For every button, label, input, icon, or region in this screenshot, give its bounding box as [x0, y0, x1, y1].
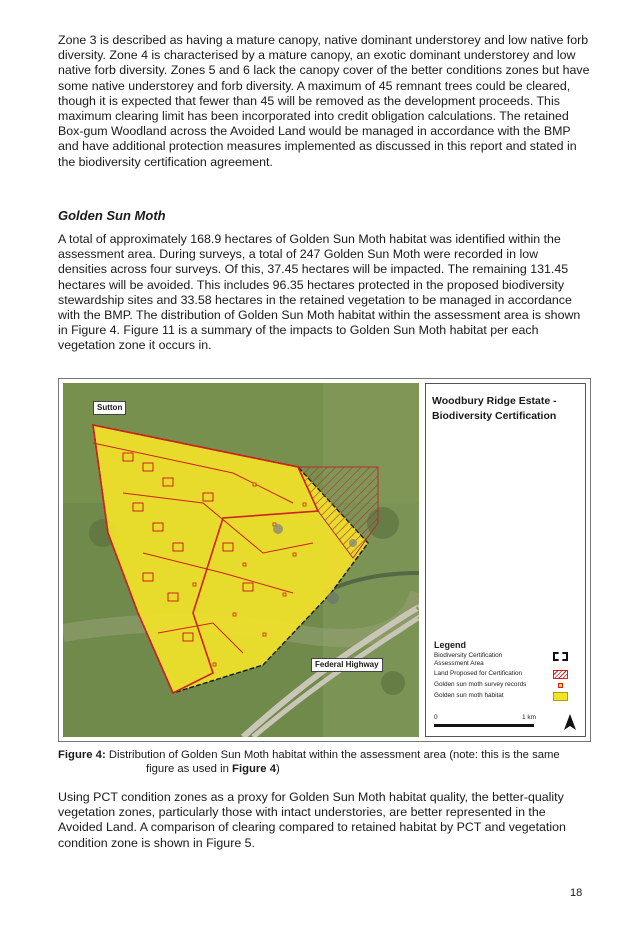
map-title: Woodbury Ridge Estate - Biodiversity Certification: [432, 395, 557, 422]
hatch-symbol-icon: [553, 670, 568, 679]
section-heading: Golden Sun Moth: [58, 208, 166, 223]
caption-prefix: Figure 4:: [58, 749, 106, 761]
scale-end: 1 km: [522, 714, 537, 721]
legend-label: Biodiversity Certification Assessment Area: [434, 652, 503, 667]
map-legend-panel: [425, 383, 586, 737]
figure-4: [58, 378, 591, 742]
caption-line-2: [58, 762, 590, 776]
boundary-symbol-icon: [553, 652, 568, 661]
paragraph-zones: Zone 3 is described as having a mature canopy, native dominant understorey and low native forb diversity. Zone 4 is characterised by a mature canopy, an exotic dominant understorey and low native forb diversity. Zones 5 and 6 lack the canopy cover of the better conditions zones but have some native understorey and forb diversity. A maximum of 45 remnant trees could be cleared, though it is expected that fewer than 45 will be removed as the development proceeds. This maximum clearing limit has been incorporated into credit obligation calculations. The retained Box-gum Woodland across the Avoided Land would be managed in accordance with the BMP and have additional protection measures implemented as discussed in this report and stated in the biodiversity certification agreement.: [58, 33, 590, 169]
legend-title: Legend: [434, 640, 467, 650]
legend-item-boundary: [434, 652, 580, 667]
caption-figure-ref: Figure 4: [232, 763, 276, 775]
legend-label: Golden sun moth survey records: [434, 681, 527, 688]
caption-text-c: ): [276, 763, 280, 775]
paragraph-pct-zones: Using PCT condition zones as a proxy for Golden Sun Moth habitat quality, the better-quality vegetation zones, particularly those with intact understories, are better represented in the Avoided Land. A comparison of clearing compared to retained habitat by PCT and vegetation condition zone is shown in Figure 5.: [58, 790, 566, 850]
habitat-symbol-icon: [553, 692, 568, 701]
legend-item-habitat: [434, 692, 580, 704]
north-arrow-icon: [564, 714, 576, 730]
legend-label: Land Proposed for Certification: [434, 670, 523, 677]
sutton-label: Sutton: [93, 401, 126, 415]
survey-record-symbol-icon: [558, 683, 563, 688]
legend-label: Golden sun moth habitat: [434, 692, 504, 699]
page-number: 18: [570, 887, 583, 899]
scale-bar: [434, 714, 554, 728]
map-graphic: [63, 383, 419, 737]
federal-highway-label: Federal Highway: [311, 658, 383, 672]
scale-bar-line: [434, 724, 534, 727]
scale-start: 0: [434, 714, 438, 721]
paragraph-golden-sun-moth: A total of approximately 168.9 hectares of Golden Sun Moth habitat was identified within the assessment area. During surveys, a total of 247 Golden Sun Moth were recorded in low densities across four surveys. Of this, 37.45 hectares will be impacted. The remaining 131.45 hectares will be avoided. This includes 96.35 hectares protected in the proposed biodiversity stewardship sites and 33.58 hectares in the retained vegetation to be managed in accordance with the BMP. The distribution of Golden Sun Moth habitat within the assessment area is shown in Figure 4. Figure 11 is a summary of the impacts to Golden Sun Moth habitat per each vegetation zone it occurs in.: [58, 232, 581, 353]
figure-caption: [58, 748, 590, 776]
caption-text-b: figure as used in: [146, 763, 233, 775]
habitat-map: [63, 383, 419, 737]
caption-text-a: Distribution of Golden Sun Moth habitat within the assessment area (note: this is the same: [105, 749, 560, 761]
